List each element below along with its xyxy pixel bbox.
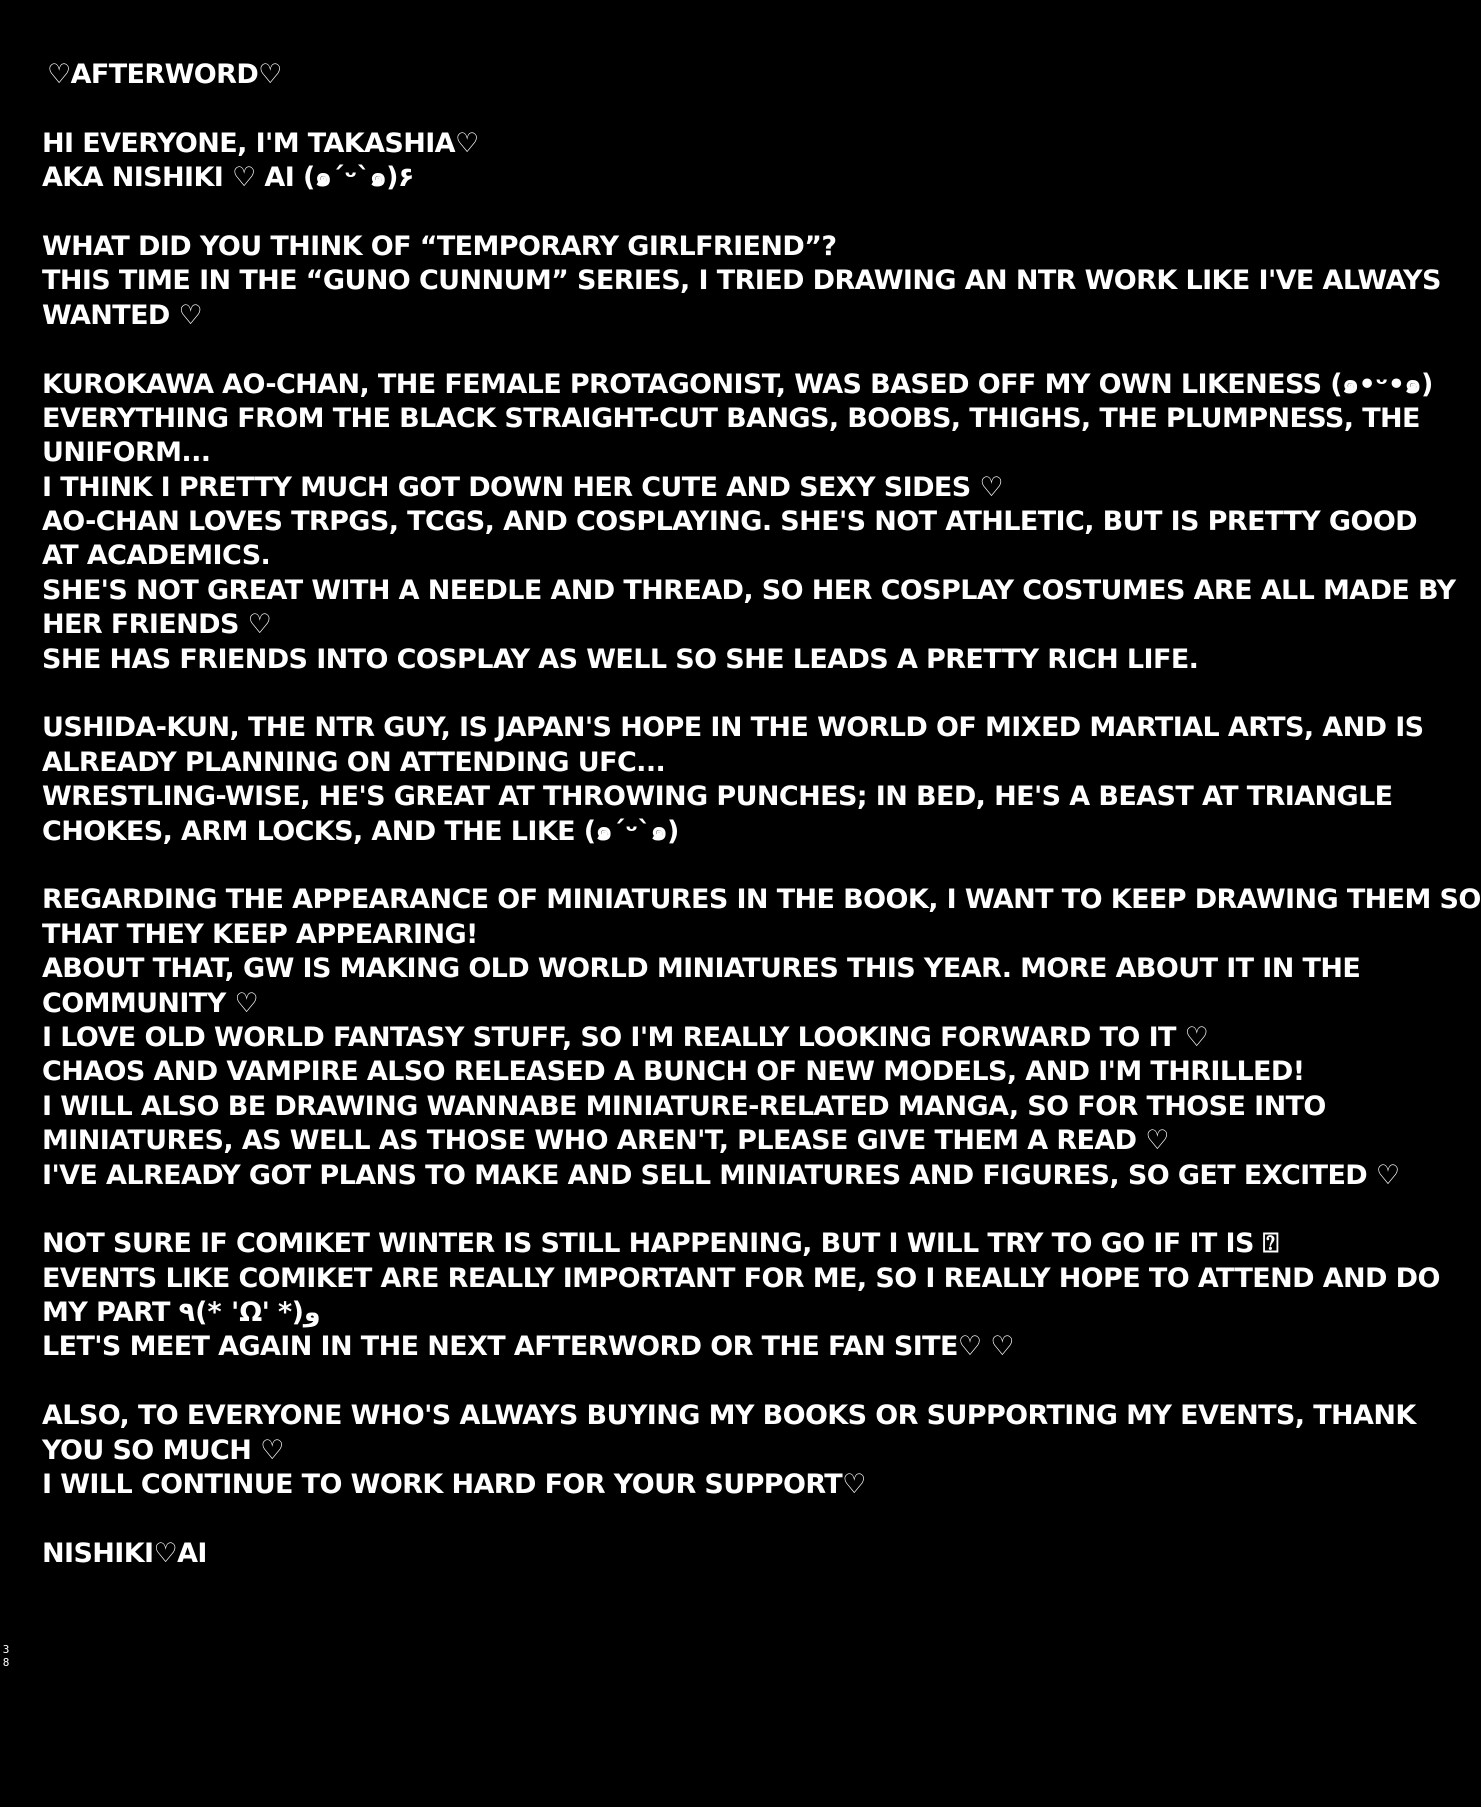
spacer — [42, 92, 1267, 126]
paragraph-4-line: COMMUNITY ♡ — [42, 987, 259, 1019]
paragraph-2-line: UNIFORM... — [42, 437, 211, 469]
page-number-digit: 8 — [2, 1656, 10, 1669]
page-number-digit: 3 — [2, 1643, 10, 1656]
paragraph-4-line: I LOVE OLD WORLD FANTASY STUFF, SO I'M REALLY LOOKING FORWARD TO IT ♡ — [42, 1021, 1209, 1053]
paragraph-4-line: CHAOS AND VAMPIRE ALSO RELEASED A BUNCH OF NEW MODELS, AND I'M THRILLED! — [42, 1056, 1305, 1088]
paragraph-5-line: MY PART ٩(* 'Ω' *)و — [42, 1297, 321, 1329]
paragraph-4-line: MINIATURES, AS WELL AS THOSE WHO AREN'T, PLEASE GIVE THEM A READ ♡ — [42, 1125, 1169, 1157]
paragraph-5-line: NOT SURE IF COMIKET WINTER IS STILL HAPPENING, BUT I WILL TRY TO GO IF IT IS ⍰ — [42, 1228, 1279, 1260]
signature: NISHIKI♡AI — [42, 1537, 207, 1569]
afterword-title: ♡AFTERWORD♡ — [47, 59, 282, 90]
afterword-page — [42, 58, 1481, 1571]
paragraph-3-line: ALREADY PLANNING ON ATTENDING UFC... — [42, 746, 666, 778]
spacer — [42, 1502, 1267, 1536]
spacer — [42, 196, 1267, 230]
paragraph-5-line: LET'S MEET AGAIN IN THE NEXT AFTERWORD OR THE FAN SITE♡ ♡ — [42, 1331, 1014, 1363]
paragraph-3-line: WRESTLING-WISE, HE'S GREAT AT THROWING PUNCHES; IN BED, HE'S A BEAST AT TRIANGLE — [42, 781, 1393, 813]
paragraph-1-line: WHAT DID YOU THINK OF “TEMPORARY GIRLFRIEND”? — [42, 230, 837, 262]
paragraph-2-line: I THINK I PRETTY MUCH GOT DOWN HER CUTE AND SEXY SIDES ♡ — [42, 471, 1003, 503]
paragraph-6-line: I WILL CONTINUE TO WORK HARD FOR YOUR SUPPORT♡ — [42, 1469, 866, 1501]
paragraph-3-line: CHOKES, ARM LOCKS, AND THE LIKE (๑ˊᵕˋ๑) — [42, 815, 679, 847]
paragraph-4-line: I'VE ALREADY GOT PLANS TO MAKE AND SELL MINIATURES AND FIGURES, SO GET EXCITED ♡ — [42, 1159, 1400, 1191]
paragraph-6-line: ALSO, TO EVERYONE WHO'S ALWAYS BUYING MY BOOKS OR SUPPORTING MY EVENTS, THANK — [42, 1400, 1416, 1432]
paragraph-2-line: SHE HAS FRIENDS INTO COSPLAY AS WELL SO SHE LEADS A PRETTY RICH LIFE. — [42, 643, 1199, 675]
paragraph-1-line: THIS TIME IN THE “GUNO CUNNUM” SERIES, I TRIED DRAWING AN NTR WORK LIKE I'VE ALWAYS — [42, 265, 1441, 297]
spacer — [42, 849, 1267, 883]
paragraph-6-line: YOU SO MUCH ♡ — [42, 1434, 284, 1466]
paragraph-4-line: ABOUT THAT, GW IS MAKING OLD WORLD MINIATURES THIS YEAR. MORE ABOUT IT IN THE — [42, 953, 1361, 985]
paragraph-4-line: THAT THEY KEEP APPEARING! — [42, 918, 478, 950]
page-number — [1, 1643, 11, 1669]
paragraph-4-line: REGARDING THE APPEARANCE OF MINIATURES IN THE BOOK, I WANT TO KEEP DRAWING THEM SO — [42, 884, 1481, 916]
paragraph-2-line: AO-CHAN LOVES TRPGS, TCGS, AND COSPLAYING. SHE'S NOT ATHLETIC, BUT IS PRETTY GOOD — [42, 506, 1417, 538]
paragraph-2-line: EVERYTHING FROM THE BLACK STRAIGHT-CUT BANGS, BOOBS, THIGHS, THE PLUMPNESS, THE — [42, 402, 1420, 434]
paragraph-2-line: AT ACADEMICS. — [42, 540, 271, 572]
paragraph-2-line: SHE'S NOT GREAT WITH A NEEDLE AND THREAD, SO HER COSPLAY COSTUMES ARE ALL MADE BY — [42, 574, 1456, 606]
spacer — [42, 333, 1267, 367]
intro-line: AKA NISHIKI ♡ AI (๑ˊᵕˋ๑)۶ — [42, 162, 415, 194]
paragraph-1-line: WANTED ♡ — [42, 299, 203, 331]
spacer — [42, 1365, 1267, 1399]
paragraph-3-line: USHIDA-KUN, THE NTR GUY, IS JAPAN'S HOPE IN THE WORLD OF MIXED MARTIAL ARTS, AND IS — [42, 712, 1424, 744]
spacer — [42, 677, 1267, 711]
paragraph-4-line: I WILL ALSO BE DRAWING WANNABE MINIATURE-RELATED MANGA, SO FOR THOSE INTO — [42, 1090, 1326, 1122]
paragraph-2-line: KUROKAWA AO-CHAN, THE FEMALE PROTAGONIST, WAS BASED OFF MY OWN LIKENESS (๑•ᵕ•๑) — [42, 368, 1433, 400]
paragraph-5-line: EVENTS LIKE COMIKET ARE REALLY IMPORTANT FOR ME, SO I REALLY HOPE TO ATTEND AND DO — [42, 1262, 1440, 1294]
intro-line: HI EVERYONE, I'M TAKASHIA♡ — [42, 127, 479, 159]
spacer — [42, 1193, 1267, 1227]
paragraph-2-line: HER FRIENDS ♡ — [42, 609, 272, 641]
